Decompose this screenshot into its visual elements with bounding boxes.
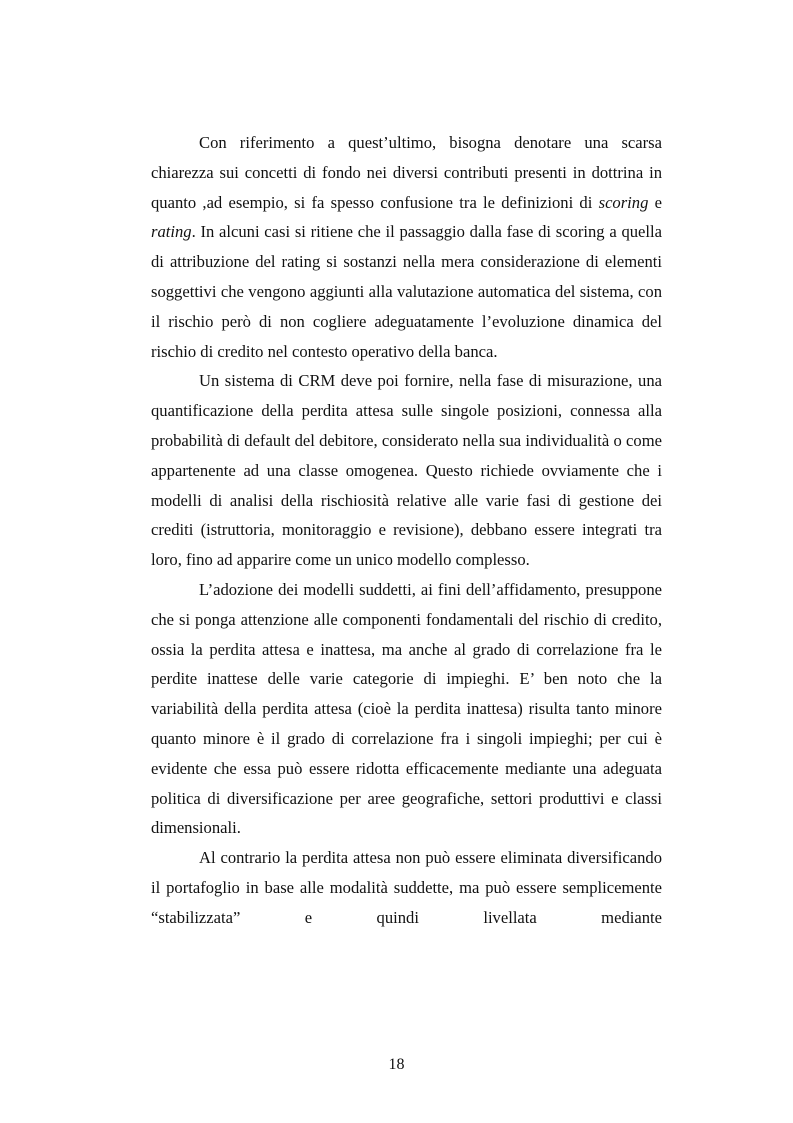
text-segment: e [648, 192, 663, 212]
paragraph-expected-loss [151, 843, 662, 932]
text-segment: Un sistema di CRM deve poi fornire, nella fase di misurazione, una quantificazione della perdita attesa sulle singole posizioni, connessa alla probabilità di default del debitore, considerato nella sua individualità o come appartenente ad una classe omogenea. Questo richiede ovviamente che i modelli di analisi della rischiosità relative alle varie fasi di gestione dei crediti (istruttoria, monitoraggio e revisione), debbano essere integrati tra loro, fino ad apparire come un unico modello complesso. [151, 371, 662, 570]
text-segment: Con riferimento a quest’ultimo, bisogna denotare una scarsa chiarezza sui concetti di fondo nei diversi contributi presenti in dottrina in quanto ,ad esempio, si fa spesso confusione tra le definizioni di [151, 133, 662, 212]
paragraph-crm-system [151, 366, 662, 575]
text-segment: . In alcuni casi si ritiene che il passaggio dalla fase di scoring a quella di attribuzione del rating si sostanzi nella mera considerazione di elementi soggettivi che vengono aggiunti alla valutazione automatica del sistema, con il rischio però di non cogliere adeguatamente l’evoluzione dinamica del rischio di credito nel contesto operativo della banca. [151, 222, 662, 361]
text-segment: L’adozione dei modelli suddetti, ai fini dell’affidamento, presuppone che si ponga attenzione alle componenti fondamentali del rischio di credito, ossia la perdita attesa e inattesa, ma anche al grado di correlazione fra le perdite inattese delle varie categorie di impieghi. E’ ben noto che la variabilità della perdita attesa (cioè la perdita inattesa) risulta tanto minore quanto minore è il grado di correlazione fra i singoli impieghi; per cui è evidente che essa può essere ridotta efficacemente mediante una adeguata politica di diversificazione per aree geografiche, settori produttivi e classi dimensionali. [151, 579, 662, 838]
page-body [151, 128, 662, 933]
emphasis-scoring: scoring [598, 192, 649, 212]
page-number: 18 [388, 1056, 405, 1073]
paragraph-model-adoption [151, 575, 662, 843]
text-segment: Al contrario la perdita attesa non può essere eliminata diversificando il portafoglio in base alle modalità suddette, ma può essere semplicemente “stabilizzata” e quindi livellata mediante [151, 848, 662, 927]
emphasis-rating: rating [151, 222, 192, 242]
paragraph-scoring-rating [151, 128, 662, 366]
